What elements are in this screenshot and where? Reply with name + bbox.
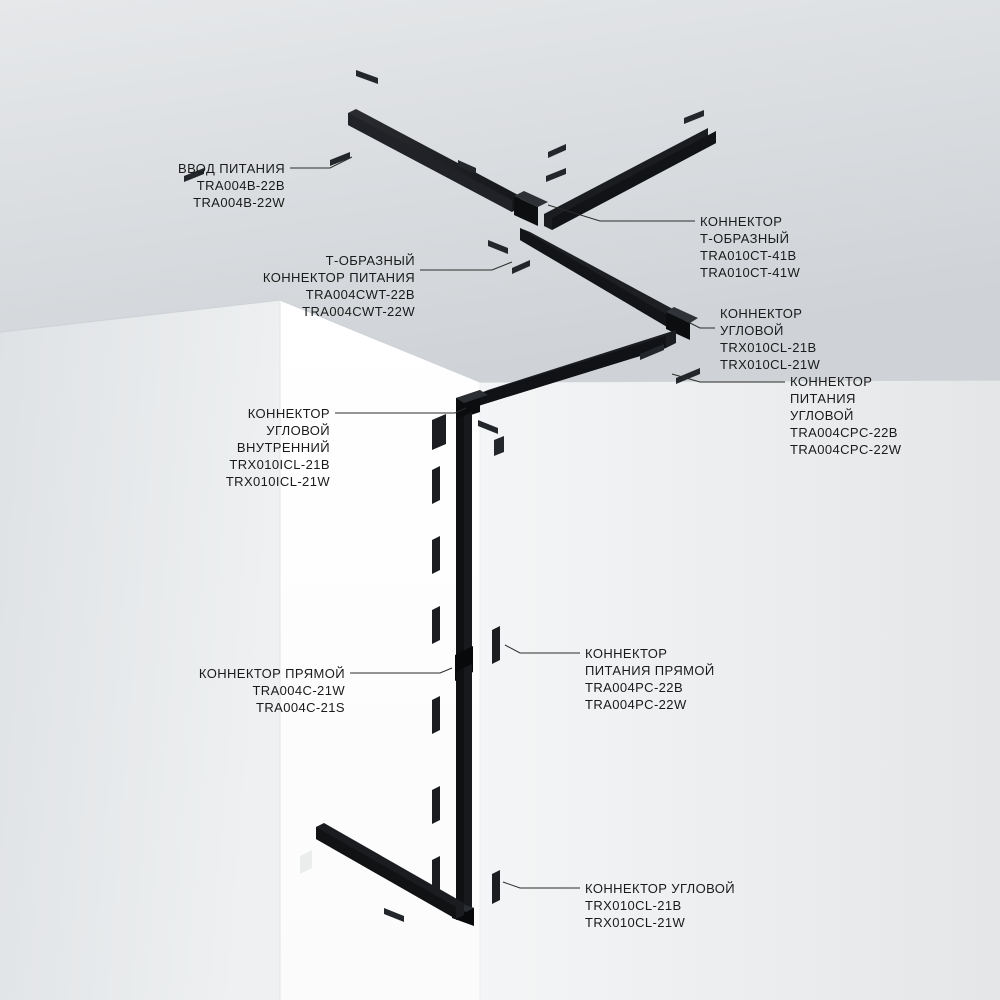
callout-label-corner-power-connector xyxy=(790,373,995,458)
accessory-block-3 xyxy=(432,606,440,644)
callout-label-line: TRA004CPC-22B xyxy=(790,425,898,440)
callout-label-line: TRA004PC-22W xyxy=(585,697,687,712)
callout-label-inner-corner-connector xyxy=(20,405,330,490)
callout-label-line: TRA004CPC-22W xyxy=(790,442,902,457)
callout-label-line: КОННЕКТОР xyxy=(720,306,803,321)
callout-label-straight-connector xyxy=(20,665,345,716)
callout-label-line: ПИТАНИЯ ПРЯМОЙ xyxy=(585,663,715,678)
callout-label-line: TRX010CL-21W xyxy=(585,915,686,930)
callout-label-line: Т-ОБРАЗНЫЙ xyxy=(700,231,790,246)
callout-label-line: TRX010CL-21B xyxy=(585,898,682,913)
callout-label-straight-power-connector xyxy=(585,645,885,713)
callout-label-line: УГЛОВОЙ xyxy=(790,408,854,423)
callout-label-corner-connector-top xyxy=(720,305,990,373)
callout-label-line: TRA004C-21W xyxy=(252,683,345,698)
callout-label-line: УГЛОВОЙ xyxy=(720,323,784,338)
callout-label-line: КОННЕКТОР xyxy=(790,374,873,389)
accessory-block-5 xyxy=(432,786,440,824)
callout-label-power-input xyxy=(20,160,285,211)
callout-label-line: TRA004B-22B xyxy=(196,178,285,193)
accessory-block-4 xyxy=(432,696,440,734)
callout-label-line: TRA004CWT-22W xyxy=(302,304,415,319)
callout-label-line: TRA004B-22W xyxy=(193,195,285,210)
callout-label-line: ПИТАНИЯ xyxy=(790,391,856,406)
callout-label-line: КОННЕКТОР xyxy=(700,214,783,229)
callout-label-line: КОННЕКТОР xyxy=(585,646,668,661)
callout-label-corner-connector-bottom xyxy=(585,880,885,931)
callout-label-line: TRX010CL-21B xyxy=(720,340,817,355)
callout-label-line: TRX010CL-21W xyxy=(720,357,821,372)
callout-label-line: TRA004PC-22B xyxy=(585,680,684,695)
callout-label-t-connector xyxy=(700,213,990,281)
accessory-block-2 xyxy=(432,536,440,574)
callout-label-line: УГЛОВОЙ xyxy=(266,423,330,438)
accessory-block-1 xyxy=(432,466,440,504)
callout-label-line: TRA004CWT-22B xyxy=(305,287,415,302)
callout-label-t-power-connector xyxy=(20,252,415,320)
callout-label-line: КОННЕКТОР xyxy=(247,406,330,421)
callout-label-line: TRX010ICL-21B xyxy=(229,457,330,472)
callout-label-line: Т-ОБРАЗНЫЙ xyxy=(325,253,415,268)
callout-label-line: ВНУТРЕННИЙ xyxy=(236,440,330,455)
callout-label-line: КОННЕКТОР УГЛОВОЙ xyxy=(585,881,736,896)
callout-label-line: ВВОД ПИТАНИЯ xyxy=(178,161,285,176)
accessory-block-9 xyxy=(432,414,446,450)
callout-label-line: TRX010ICL-21W xyxy=(225,474,330,489)
accessory-block-7 xyxy=(492,626,500,664)
callout-label-line: TRA010CT-41W xyxy=(700,265,801,280)
callout-label-line: TRA010CT-41B xyxy=(700,248,797,263)
accessory-block-8 xyxy=(492,870,500,904)
callout-label-line: TRA004C-21S xyxy=(256,700,345,715)
callout-label-line: КОННЕКТОР ПИТАНИЯ xyxy=(262,270,415,285)
callout-label-line: КОННЕКТОР ПРЯМОЙ xyxy=(198,666,345,681)
